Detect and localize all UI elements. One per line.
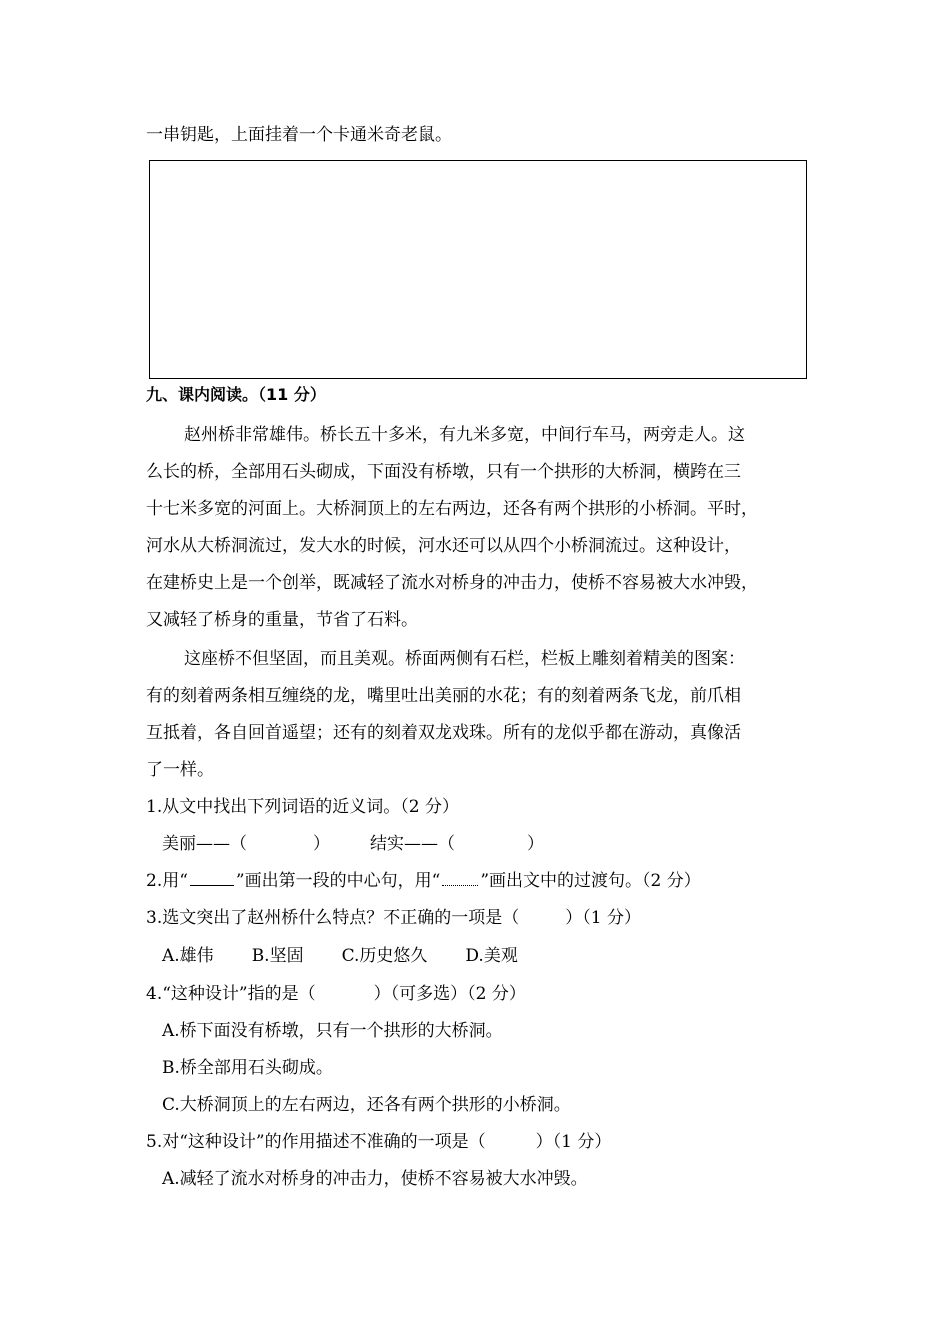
q5-text: 5.对“这种设计”的作用描述不准确的一项是（ [146, 1132, 486, 1152]
q3-option-c[interactable]: C.历史悠久 [341, 946, 428, 966]
passage-line: 么长的桥，全部用石头砌成，下面没有桥墩，只有一个拱形的大桥洞，横跨在三 [146, 462, 741, 482]
question-1-blanks [162, 833, 544, 855]
passage-line: 这座桥不但坚固，而且美观。桥面两侧有石栏，栏板上雕刻着精美的图案： [184, 649, 745, 669]
question-5 [146, 1131, 611, 1153]
passage-line: 河水从大桥洞流过，发大水的时候，河水还可以从四个小桥洞流过。这种设计， [146, 536, 741, 556]
q3-option-b[interactable]: B.坚固 [251, 946, 304, 966]
q1-blank-a-close: ） [313, 834, 330, 854]
question-3 [146, 907, 641, 929]
q4-option-b[interactable]: B.桥全部用石头砌成。 [162, 1058, 333, 1078]
question-2 [146, 870, 701, 892]
passage-line: 十七米多宽的河面上。大桥洞顶上的左右两边，还各有两个拱形的小桥洞。平时， [146, 499, 758, 519]
passage-line: 在建桥史上是一个创举，既减轻了流水对桥身的冲击力，使桥不容易被大水冲毁， [146, 573, 758, 593]
passage-line: 赵州桥非常雄伟。桥长五十多米，有九米多宽，中间行车马，两旁走人。这 [184, 425, 745, 445]
q2-text-pre: 2.用“ [146, 871, 188, 891]
question-3-options [162, 945, 518, 967]
q3-text: 3.选文突出了赵州桥什么特点？不正确的一项是（ [146, 908, 520, 928]
q4-text-close: ）（可多选）（2 分） [373, 984, 526, 1004]
q4-text: 4.“这种设计”指的是（ [146, 984, 316, 1004]
q4-option-c[interactable]: C.大桥洞顶上的左右两边，还各有两个拱形的小桥洞。 [162, 1095, 571, 1115]
q4-option-a[interactable]: A.桥下面没有桥墩，只有一个拱形的大桥洞。 [162, 1021, 503, 1041]
passage-line: 又减轻了桥身的重量，节省了石料。 [146, 610, 418, 630]
q2-text-post: ”画出文中的过渡句。（2 分） [480, 871, 701, 891]
question-1: 1.从文中找出下列词语的近义词。（2 分） [146, 797, 459, 817]
passage-line: 有的刻着两条相互缠绕的龙，嘴里吐出美丽的水花；有的刻着两条飞龙，前爪相 [146, 686, 741, 706]
top-text-line: 一串钥匙，上面挂着一个卡通米奇老鼠。 [146, 125, 452, 145]
q3-option-a[interactable]: A.雄伟 [162, 946, 214, 966]
q1-blank-a-label: 美丽——（ [162, 834, 247, 854]
q3-option-d[interactable]: D.美观 [465, 946, 518, 966]
straight-underline-mark [190, 871, 234, 886]
q3-text-close: ）（1 分） [565, 908, 641, 928]
passage-line: 互抵着，各自回首遥望；还有的刻着双龙戏珠。所有的龙似乎都在游动，真像活 [146, 723, 741, 743]
question-4 [146, 983, 526, 1005]
answer-box[interactable] [149, 160, 807, 379]
q1-blank-b-close: ） [527, 834, 544, 854]
passage-line: 了一样。 [146, 760, 214, 780]
q5-text-close: ）（1 分） [535, 1132, 612, 1152]
wavy-underline-mark [442, 873, 478, 886]
section-title: 九、课内阅读。（11 分） [146, 385, 326, 404]
q1-blank-b-label: 结实——（ [370, 834, 455, 854]
q2-text-mid: ”画出第一段的中心句，用“ [235, 871, 441, 891]
q5-option-a[interactable]: A.减轻了流水对桥身的冲击力，使桥不容易被大水冲毁。 [162, 1169, 588, 1189]
